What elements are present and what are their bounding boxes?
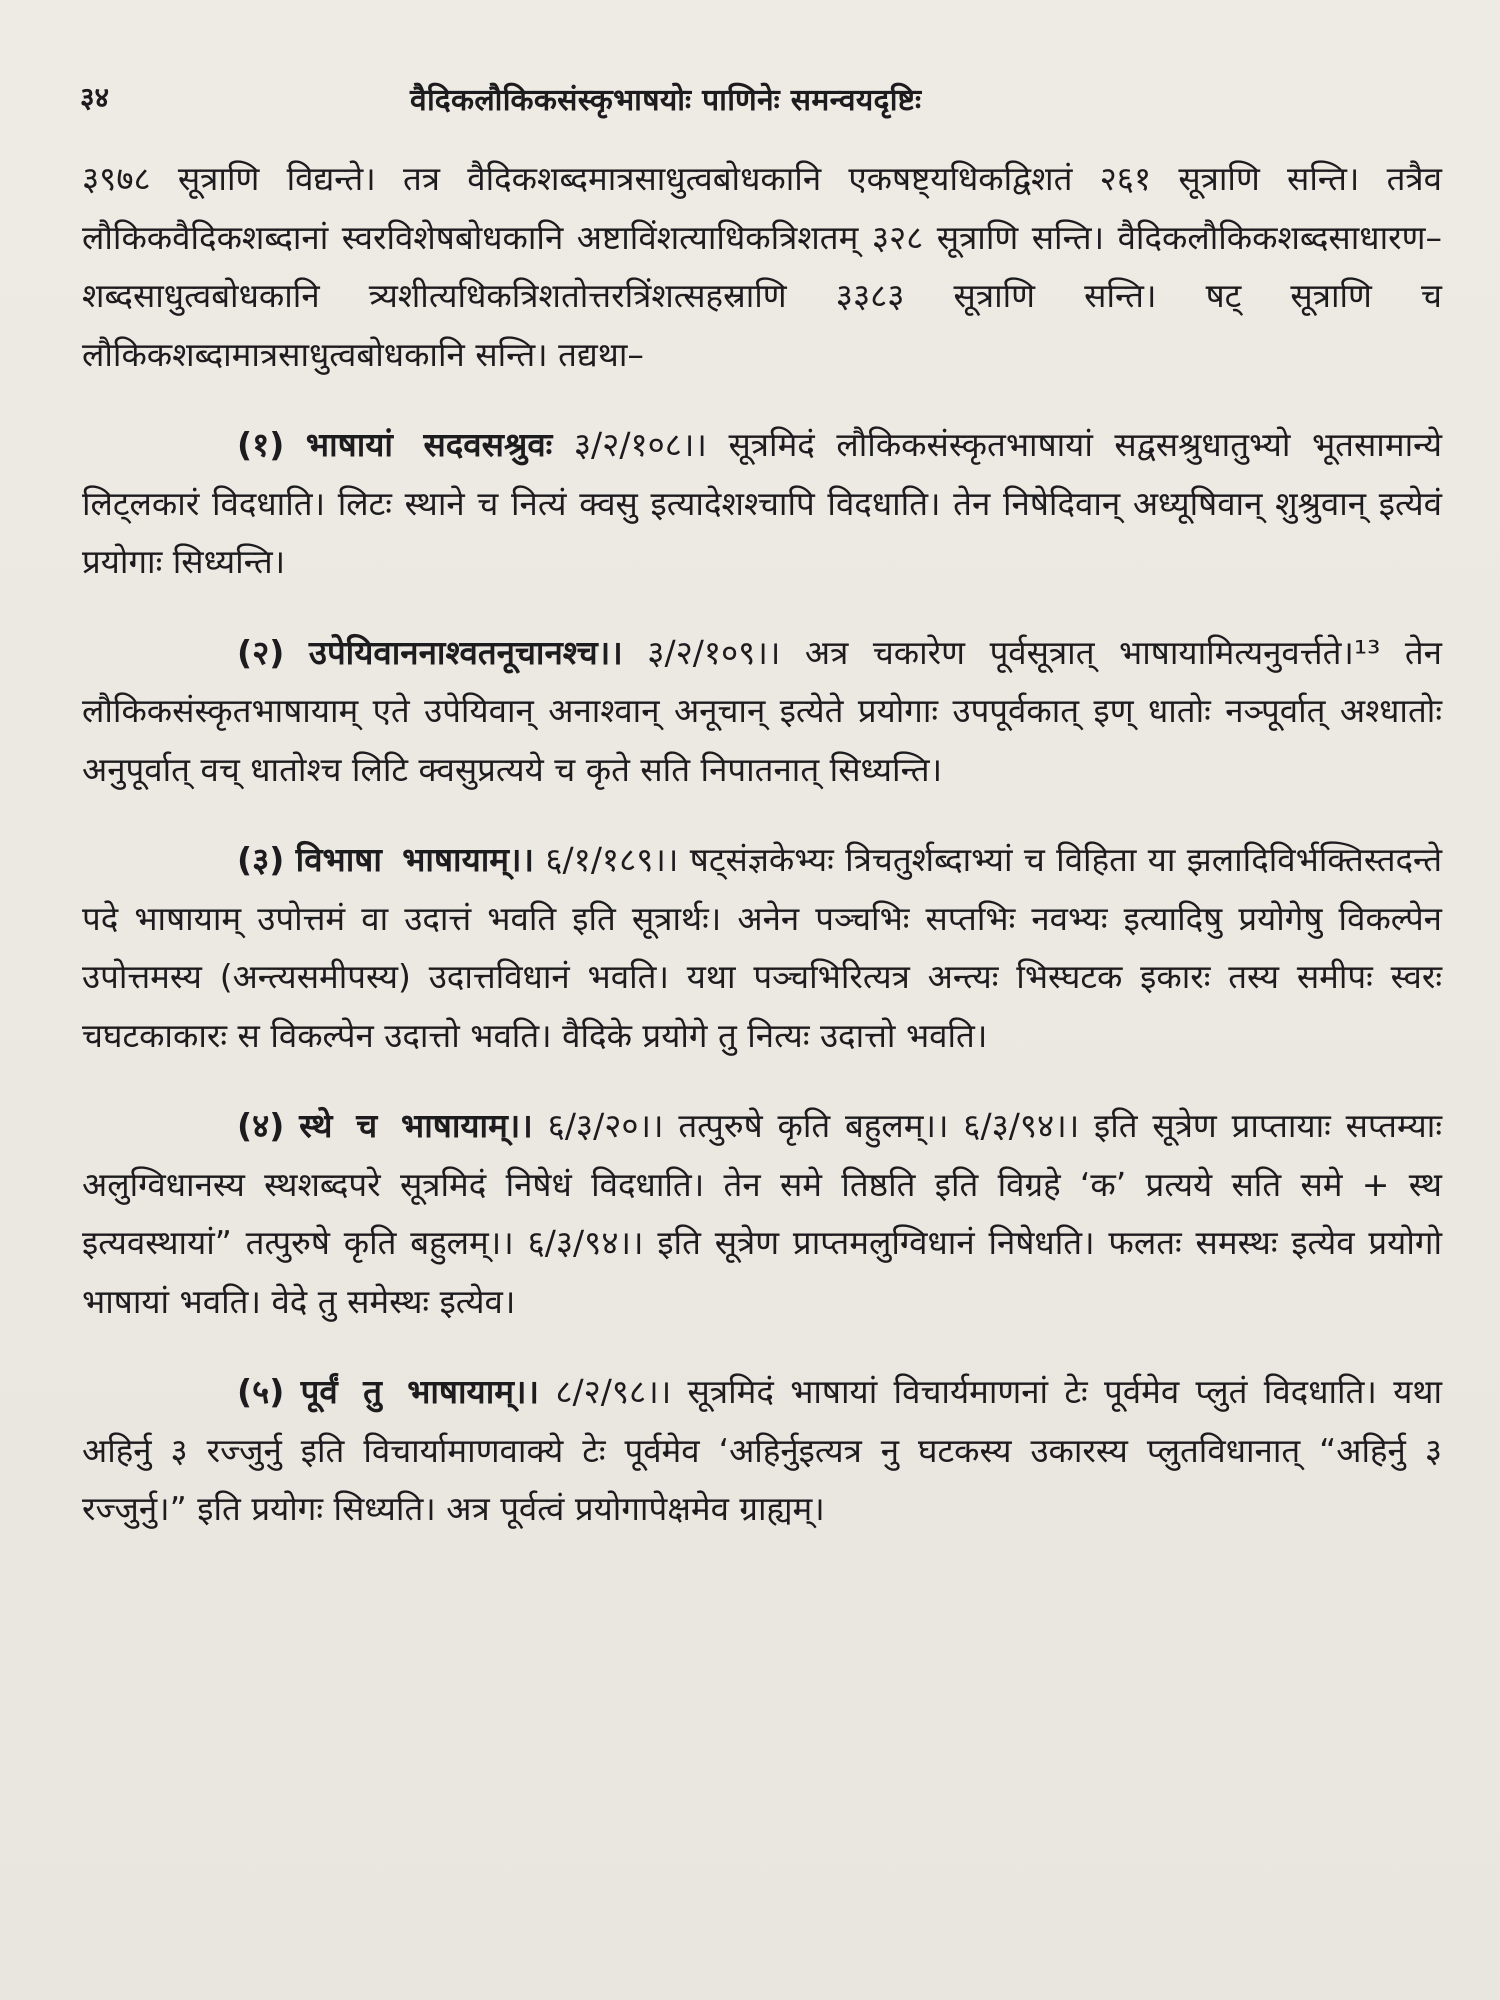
page-number: ३४ <box>80 81 110 114</box>
intro-paragraph: ३९७८ सूत्राणि विद्यन्ते। तत्र वैदिकशब्दमात्रसाधुत्वबोधकानि एकषष्ट्यधिकद्विशतं २६१ सूत्राणि सन्ति। तत्रैव लौकिकवैदिकशब्दानां स्वरविशेषबोधकानि अष्टाविंशत्याधिकत्रिशतम् ३२८ सूत्राणि सन्ति। वैदिकलौकिकशब्दसाधारण–शब्दसाधुत्वबोधकानि त्र्यशीत्यधिकत्रिशतोत्तरत्रिंशत्सहस्राणि ३३८३ सूत्राणि सन्ति। षट् सूत्राणि च लौकिकशब्दामात्रसाधुत्वबोधकानि सन्ति। तद्यथा– <box>82 159 1443 374</box>
sutra-section-4 <box>82 1097 1442 1331</box>
sutra-section-1 <box>82 416 1442 592</box>
sutra-heading: विभाषा भाषायाम्।। <box>295 840 535 879</box>
sutra-number: (५) <box>237 1372 285 1411</box>
sutra-reference: ६/३/२०।। <box>547 1106 664 1145</box>
sutra-heading: पूर्वं तु भाषायाम्।। <box>300 1372 539 1411</box>
sutra-number: (३) <box>237 840 285 879</box>
sutra-explanation: अत्र चकारेण पूर्वसूत्रात् भाषायामित्यनुवर्त्तते।¹³ तेन लौकिकसंस्कृतभाषायाम् एते उपेयिवान् अनाश्वान् अनूचान् इत्येते प्रयोगाः उपपूर्वकात् इण् धातोः नञ्पूर्वात् अश्धातोः अनुपूर्वात् वच् धातोश्च लिटि क्वसुप्रत्यये च कृते सति निपातनात् सिध्यन्ति। <box>82 632 1442 789</box>
sutra-reference: ८/२/९८।। <box>555 1372 672 1411</box>
sutra-heading: भाषायां सदवसश्रुवः <box>305 425 553 464</box>
sutra-section-5 <box>82 1363 1442 1539</box>
sutra-explanation: सूत्रमिदं भाषायां विचार्यमाणनां टेः पूर्वमेव प्लुतं विदधाति। यथा अहिर्नु ३ रज्जुर्नु इति विचार्यामाणवाक्ये टेः पूर्वमेव ‘अहिर्नुइत्यत्र नु घटकस्य उकारस्य प्लुतविधानात् “अहिर्नु ३ रज्जुर्नु।” इति प्रयोगः सिध्यति। अत्र पूर्वत्वं प्रयोगापेक्षमेव ग्राह्यम्। <box>82 1372 1442 1528</box>
sutra-number: (४) <box>237 1106 285 1145</box>
sutra-reference: ३/२/१०९।। <box>647 632 781 672</box>
body-text <box>82 150 1442 1571</box>
sutra-explanation: तत्पुरुषे कृति बहुलम्।। ६/३/९४।। इति सूत्रेण प्राप्तायाः सप्तम्याः अलुग्विधानस्य स्थशब्दपरे सूत्रमिदं निषेधं विदधाति। तेन समे तिष्ठति इति विग्रहे ‘क’ प्रत्यये सति समे + स्थ इत्यवस्थायां” तत्पुरुषे कृति बहुलम्।। ६/३/९४।। इति सूत्रेण प्राप्तमलुग्विधानं निषेधति। फलतः समस्थः इत्येव प्रयोगो भाषायां भवति। वेदे तु समेस्थः इत्येव। <box>82 1106 1442 1321</box>
sutra-reference: ६/१/१८९।। <box>545 840 679 879</box>
sutra-number: (१) <box>237 425 285 464</box>
sutra-explanation: सूत्रमिदं लौकिकसंस्कृतभाषायां सद्वसश्रुधातुभ्यो भूतसामान्ये लिट्लकारं विदधाति। लिटः स्थाने च नित्यं क्वसु इत्यादेशश्चापि विदधाति। तेन निषेदिवान् अध्यूषिवान् शुश्रुवान् इत्येवं प्रयोगाः सिध्यन्ति। <box>82 425 1442 581</box>
sutra-number: (२) <box>237 632 285 672</box>
page-header <box>80 78 1430 122</box>
sutra-heading: स्थे च भाषायाम्।। <box>299 1106 533 1145</box>
sutra-explanation: षट्संज्ञकेभ्यः त्रिचतुर्शब्दाभ्यां च विहिता या झलादिविर्भक्तिस्तदन्ते पदे भाषायाम् उपोत्तमं वा उदात्तं भवति इति सूत्रार्थः। अनेन पञ्चभिः सप्तभिः नवभ्यः इत्यादिषु प्रयोगेषु विकल्पेन उपोत्तमस्य (अन्त्यसमीपस्य) उदात्तविधानं भवति। यथा पञ्चभिरित्यत्र अन्त्यः भिस्घटक इकारः तस्य समीपः स्वरः चघटकाकारः स विकल्पेन उदात्तो भवति। वैदिके प्रयोगे तु नित्यः उदात्तो भवति। <box>82 840 1443 1055</box>
running-title: वैदिकलौकिकसंस्कृभाषयोः पाणिनेः समन्वयदृष्टिः <box>410 83 922 118</box>
sutra-section-3 <box>82 831 1442 1065</box>
sutra-section-2 <box>82 624 1442 800</box>
sutra-reference: ३/२/१०८।। <box>573 425 707 464</box>
sutra-heading: उपेयिवाननाश्वतनूचानश्च।। <box>308 632 623 672</box>
